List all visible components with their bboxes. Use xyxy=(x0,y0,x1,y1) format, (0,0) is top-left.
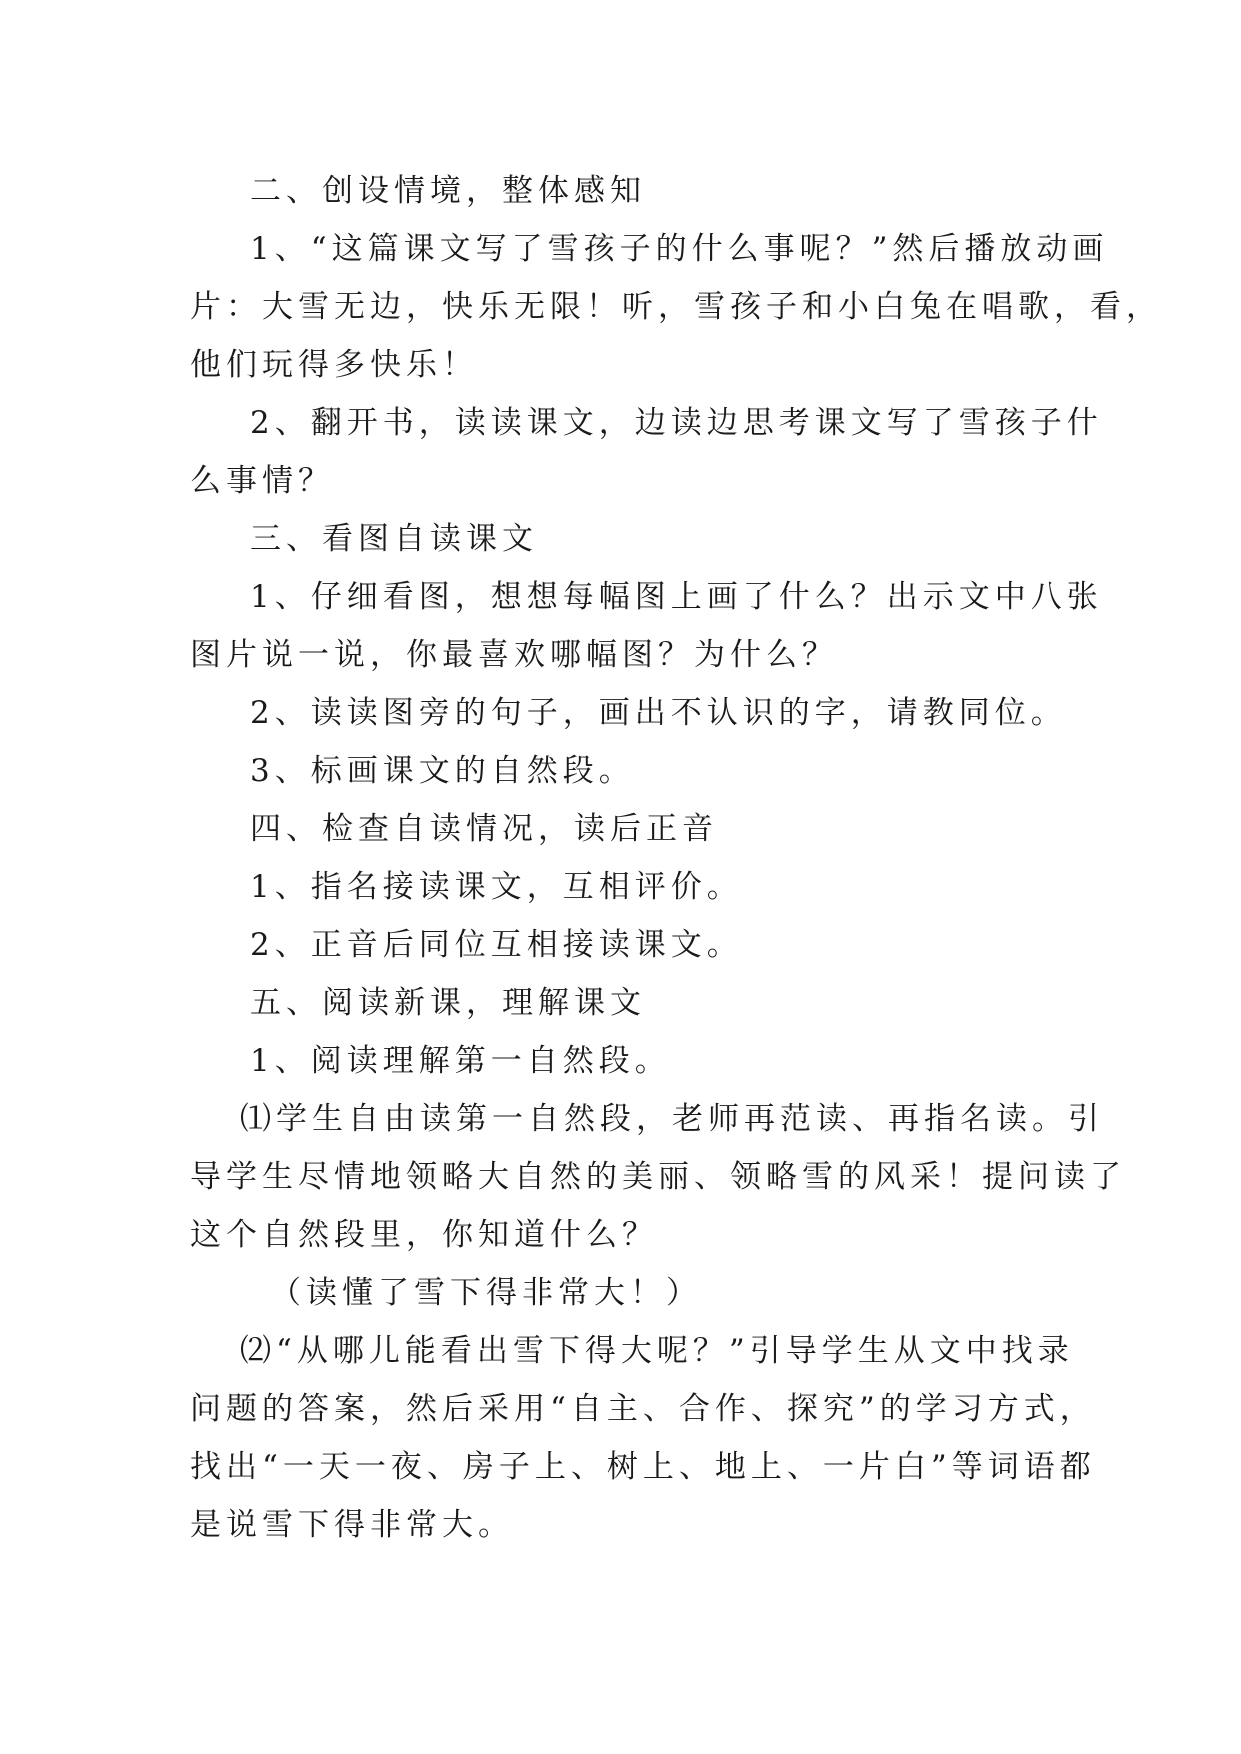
paragraph-line: 这个自然段里，你知道什么？ xyxy=(190,1217,658,1253)
paragraph-line: 是说雪下得非常大。 xyxy=(190,1507,514,1543)
paragraph-line: ⑴学生自由读第一自然段，老师再范读、再指名读。引 xyxy=(240,1101,1104,1137)
paragraph-line: 2、读读图旁的句子，画出不认识的字，请教同位。 xyxy=(250,695,1067,731)
paragraph-line: 1、阅读理解第一自然段。 xyxy=(250,1043,671,1079)
paragraph-line: 2、翻开书，读读课文，边读边思考课文写了雪孩子什 xyxy=(250,405,1103,441)
paragraph-line: 他们玩得多快乐！ xyxy=(190,347,478,383)
section-heading-2: 二、创设情境，整体感知 xyxy=(250,173,646,209)
paragraph-line: 问题的答案，然后采用“自主、合作、探究”的学习方式， xyxy=(190,1391,1096,1427)
paragraph-line: 1、仔细看图，想想每幅图上画了什么？出示文中八张 xyxy=(250,579,1103,615)
section-heading-4: 四、检查自读情况，读后正音 xyxy=(250,811,718,847)
paragraph-line: 3、标画课文的自然段。 xyxy=(250,753,635,789)
paragraph-line: 找出“一天一夜、房子上、树上、地上、一片白”等词语都 xyxy=(190,1449,1096,1485)
paragraph-line: ⑵“从哪儿能看出雪下得大呢？”引导学生从文中找录 xyxy=(240,1333,1074,1369)
paragraph-line: 1、“这篇课文写了雪孩子的什么事呢？”然后播放动画 xyxy=(250,231,1109,267)
paragraph-line: 图片说一说，你最喜欢哪幅图？为什么？ xyxy=(190,637,838,673)
paragraph-line: 1、指名接读课文，互相评价。 xyxy=(250,869,743,905)
paragraph-line: 么事情？ xyxy=(190,463,334,499)
paragraph-line: 片：大雪无边，快乐无限！听，雪孩子和小白兔在唱歌，看， xyxy=(190,289,1162,325)
section-heading-3: 三、看图自读课文 xyxy=(250,521,538,557)
paragraph-line: 导学生尽情地领略大自然的美丽、领略雪的风采！提问读了 xyxy=(190,1159,1126,1195)
document-body xyxy=(190,162,1162,1554)
section-heading-5: 五、阅读新课，理解课文 xyxy=(250,985,646,1021)
paragraph-line: 2、正音后同位互相接读课文。 xyxy=(250,927,743,963)
paragraph-line: （读懂了雪下得非常大！） xyxy=(270,1275,702,1311)
